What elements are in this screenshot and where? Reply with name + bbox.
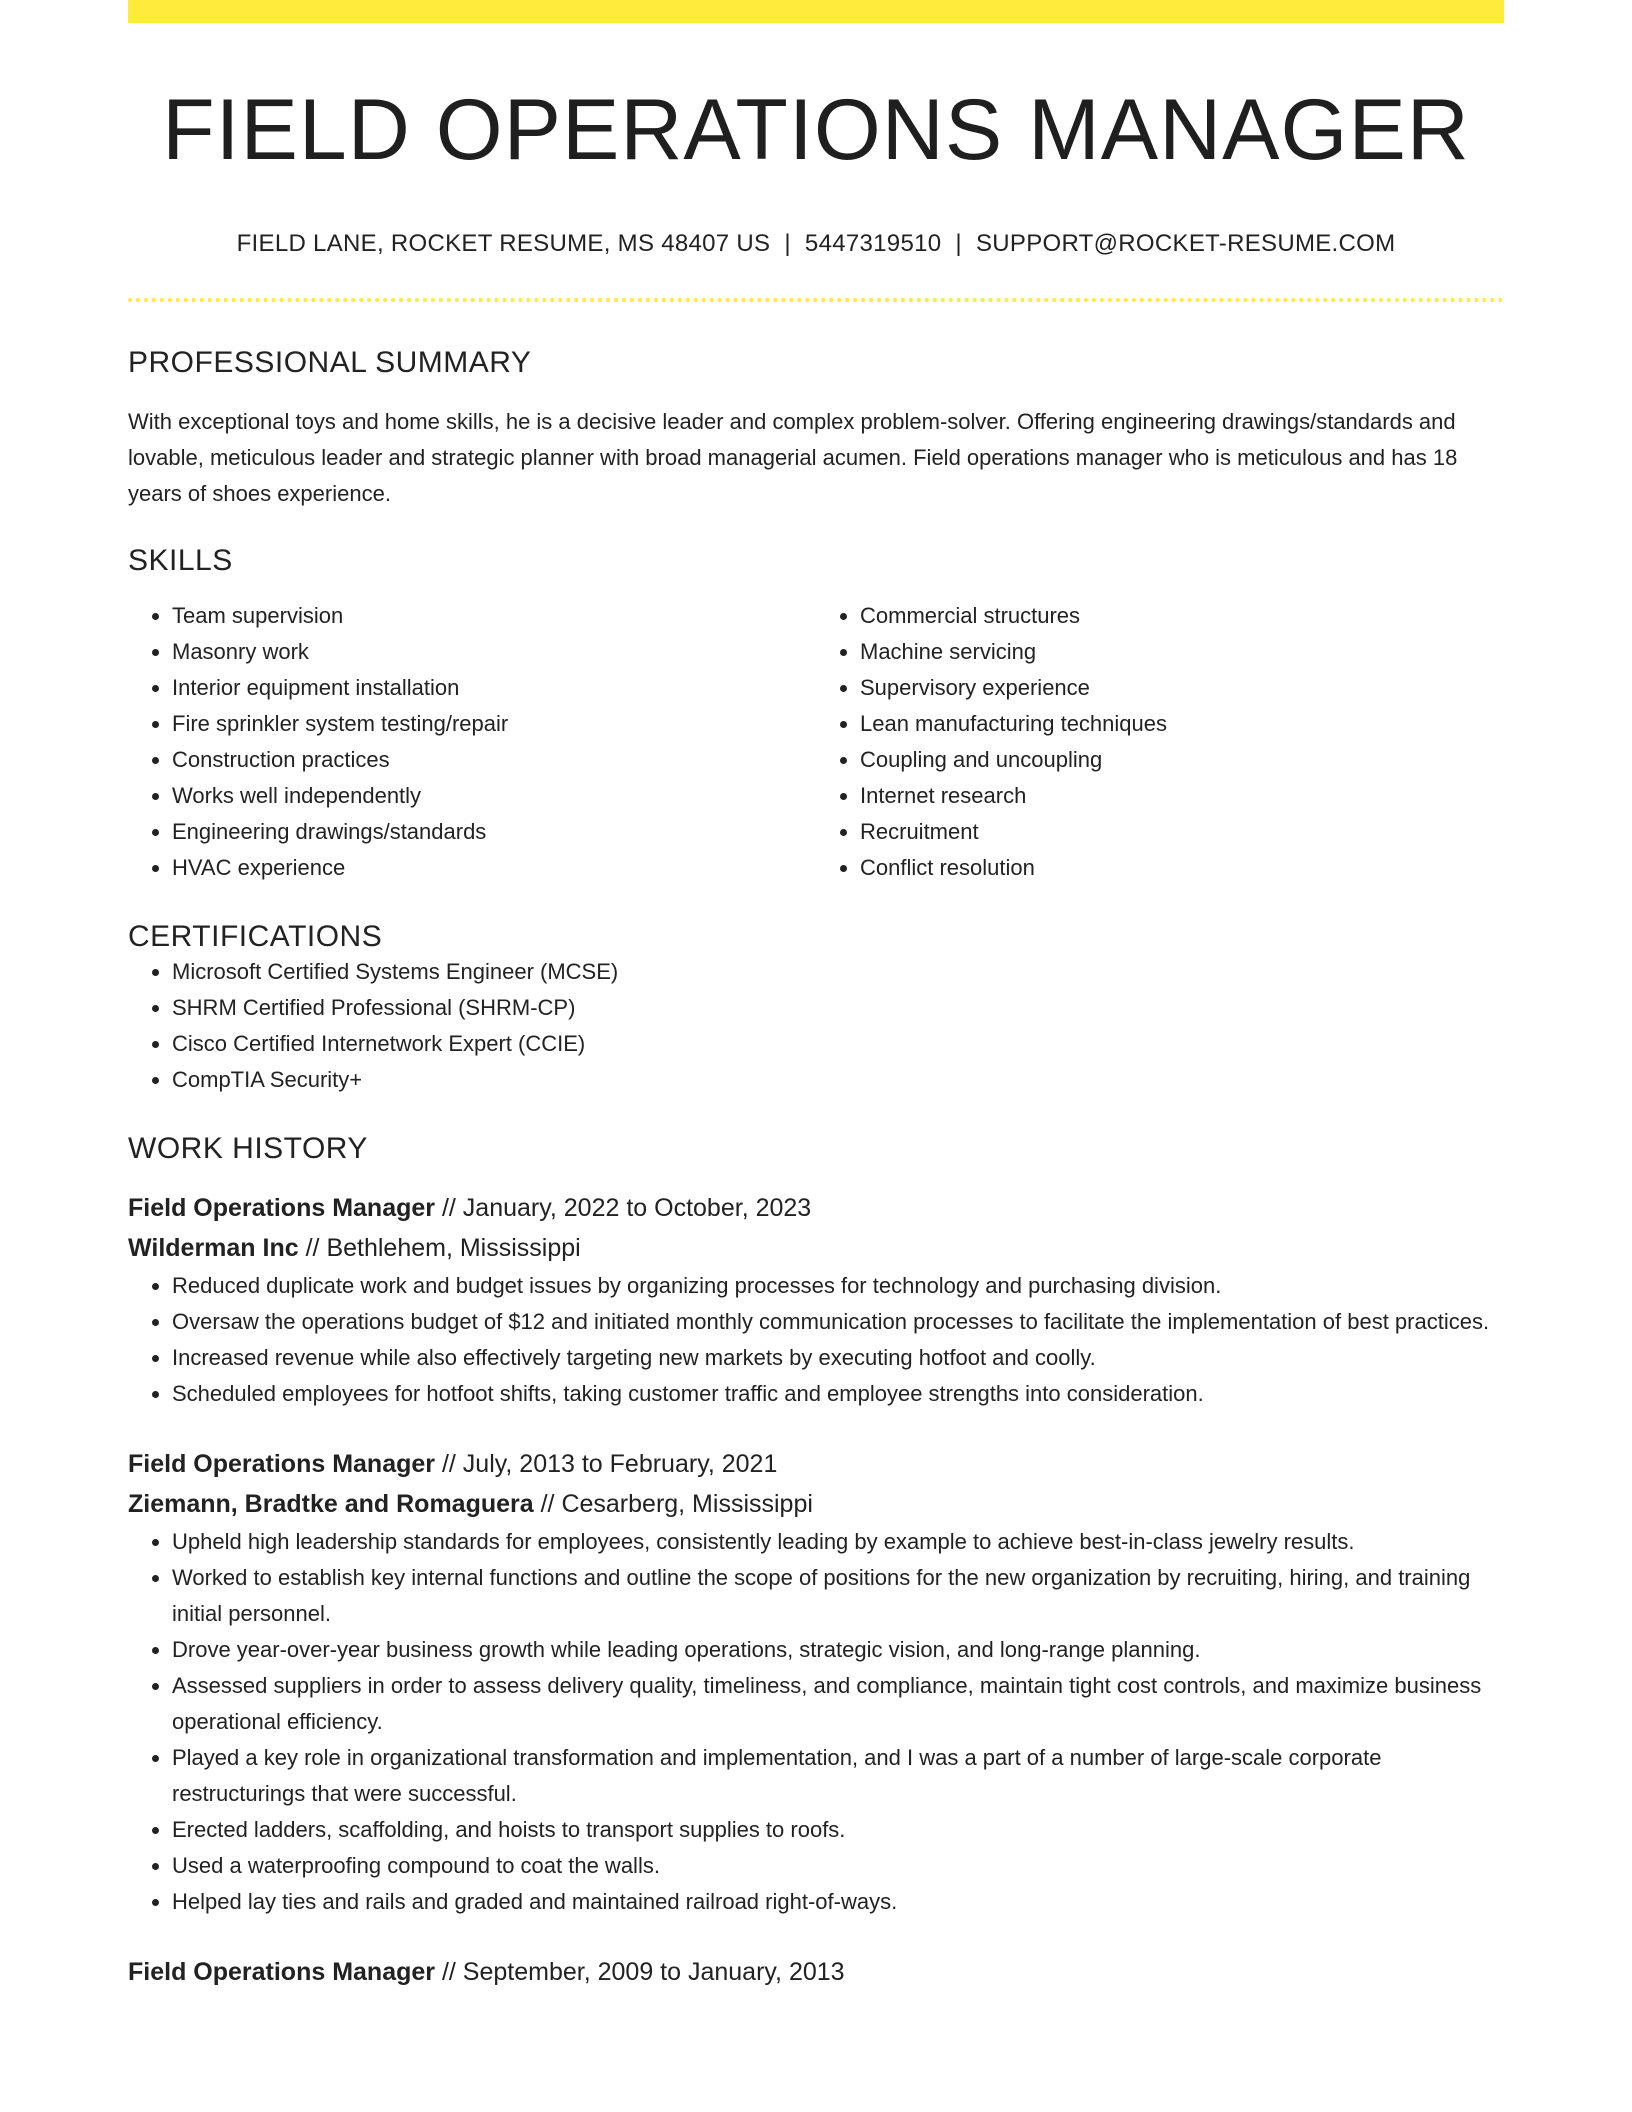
job-bullet: • Erected ladders, scaffolding, and hoists to transport supplies to roofs. <box>172 1812 1504 1848</box>
skill-item: • Supervisory experience <box>860 670 1504 706</box>
contact-separator: | <box>784 229 791 257</box>
job-title-line <box>128 1444 1504 1484</box>
contact-phone[interactable]: 5447319510 <box>804 229 942 257</box>
contact-line <box>128 230 1504 258</box>
skill-item: • Internet research <box>860 778 1504 814</box>
job-dates: // January, 2022 to October, 2023 <box>441 1193 812 1222</box>
job-bullet: • Scheduled employees for hotfoot shifts, taking customer traffic and employee strengths into consideration. <box>172 1376 1504 1412</box>
job-company: Ziemann, Bradtke and Romaguera <box>128 1489 534 1518</box>
job-bullet: • Worked to establish key internal functions and outline the scope of positions for the new organization by recruiting, hiring, and training initial personnel. <box>172 1560 1504 1632</box>
skills-columns <box>128 598 1504 886</box>
skills-heading: SKILLS <box>128 543 233 577</box>
work-history-heading: WORK HISTORY <box>128 1131 368 1165</box>
certification-item: • Cisco Certified Internetwork Expert (CCIE) <box>172 1026 1504 1062</box>
job-bullet: • Assessed suppliers in order to assess delivery quality, timeliness, and compliance, maintain tight cost controls, and maximize business operational efficiency. <box>172 1668 1504 1740</box>
skill-item: • Engineering drawings/standards <box>172 814 816 850</box>
summary-heading: PROFESSIONAL SUMMARY <box>128 345 532 379</box>
skill-item: • Conflict resolution <box>860 850 1504 886</box>
job-dates: // September, 2009 to January, 2013 <box>441 1957 845 1986</box>
job-bullet: • Drove year-over-year business growth while leading operations, strategic vision, and long-range planning. <box>172 1632 1504 1668</box>
certification-item: • SHRM Certified Professional (SHRM-CP) <box>172 990 1504 1026</box>
skill-item: • Team supervision <box>172 598 816 634</box>
skill-item: • Lean manufacturing techniques <box>860 706 1504 742</box>
contact-email[interactable]: SUPPORT@ROCKET-RESUME.COM <box>975 229 1396 257</box>
skill-item: • Fire sprinkler system testing/repair <box>172 706 816 742</box>
job-role: Field Operations Manager <box>128 1193 436 1222</box>
job-bullet: • Helped lay ties and rails and graded and maintained railroad right-of-ways. <box>172 1884 1504 1920</box>
skill-item: • Works well independently <box>172 778 816 814</box>
job-title-line <box>128 1952 1504 1992</box>
contact-separator: | <box>955 229 962 257</box>
certifications-list <box>128 954 1504 1098</box>
job-role: Field Operations Manager <box>128 1449 436 1478</box>
resume-name: FIELD OPERATIONS MANAGER <box>162 82 1470 178</box>
dotted-divider <box>128 298 1504 302</box>
job-location: // Bethlehem, Mississippi <box>305 1233 581 1262</box>
job-location: // Cesarberg, Mississippi <box>540 1489 813 1518</box>
job-bullet: • Played a key role in organizational transformation and implementation, and I was a part of a number of large-scale corporate restructurings that were successful. <box>172 1740 1504 1812</box>
job-dates: // July, 2013 to February, 2021 <box>441 1449 778 1478</box>
resume-page <box>128 0 1504 1992</box>
skill-item: • Machine servicing <box>860 634 1504 670</box>
skills-list-right <box>816 598 1504 886</box>
skill-item: • Recruitment <box>860 814 1504 850</box>
job-bullet-list <box>128 1524 1504 1920</box>
job-title-line <box>128 1188 1504 1228</box>
skill-item: • Coupling and uncoupling <box>860 742 1504 778</box>
skill-item: • Interior equipment installation <box>172 670 816 706</box>
job-bullet: • Upheld high leadership standards for employees, consistently leading by example to achieve best-in-class jewelry results. <box>172 1524 1504 1560</box>
skill-item: • Masonry work <box>172 634 816 670</box>
skill-item: • Construction practices <box>172 742 816 778</box>
summary-text: With exceptional toys and home skills, he is a decisive leader and complex problem-solver. Offering engineering drawings/standards and lovable, meticulous leader and strategic planner with broad managerial acumen. Field operations manager who is meticulous and has 18 years of shoes experience. <box>128 408 1458 506</box>
job-company: Wilderman Inc <box>128 1233 299 1262</box>
job-bullet: • Used a waterproofing compound to coat the walls. <box>172 1848 1504 1884</box>
job-company-line <box>128 1484 1504 1524</box>
certification-item: • CompTIA Security+ <box>172 1062 1504 1098</box>
job-company-line <box>128 1228 1504 1268</box>
job-role: Field Operations Manager <box>128 1957 436 1986</box>
certification-item: • Microsoft Certified Systems Engineer (MCSE) <box>172 954 1504 990</box>
job-bullet: • Increased revenue while also effectively targeting new markets by executing hotfoot and coolly. <box>172 1340 1504 1376</box>
accent-top-bar <box>128 0 1504 23</box>
job-bullet-list <box>128 1268 1504 1412</box>
contact-address: FIELD LANE, ROCKET RESUME, MS 48407 US <box>236 229 771 257</box>
skills-list-left <box>128 598 816 886</box>
skill-item: • HVAC experience <box>172 850 816 886</box>
skill-item: • Commercial structures <box>860 598 1504 634</box>
job-bullet: • Reduced duplicate work and budget issues by organizing processes for technology and purchasing division. <box>172 1268 1504 1304</box>
job-bullet: • Oversaw the operations budget of $12 and initiated monthly communication processes to facilitate the implementation of best practices. <box>172 1304 1504 1340</box>
certifications-heading: CERTIFICATIONS <box>128 919 383 953</box>
